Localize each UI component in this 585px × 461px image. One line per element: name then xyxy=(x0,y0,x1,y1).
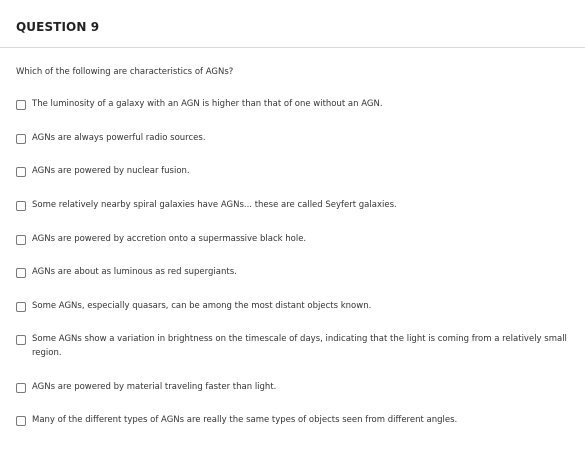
answer-option-label: AGNs are about as luminous as red supergiants. xyxy=(32,267,237,277)
question-prompt: Which of the following are characteristics of AGNs? xyxy=(16,67,234,77)
answer-option[interactable] xyxy=(16,166,576,178)
answer-option-label: AGNs are always powerful radio sources. xyxy=(32,133,206,143)
answer-option-label: Some relatively nearby spiral galaxies have AGNs... these are called Seyfert galaxies. xyxy=(32,200,397,210)
answer-option[interactable] xyxy=(16,200,576,212)
answer-option-label: Some AGNs show a variation in brightness on the timescale of days, indicating that the light is coming from a relatively small region. xyxy=(32,334,567,358)
checkbox[interactable] xyxy=(16,383,26,393)
checkbox[interactable] xyxy=(16,302,26,312)
checkbox[interactable] xyxy=(16,268,26,278)
answer-option[interactable] xyxy=(16,415,576,427)
answer-option[interactable] xyxy=(16,99,576,111)
answer-option[interactable] xyxy=(16,382,576,394)
answer-option-label: Some AGNs, especially quasars, can be among the most distant objects known. xyxy=(32,301,372,311)
answer-option[interactable] xyxy=(16,133,576,145)
checkbox[interactable] xyxy=(16,167,26,177)
checkbox[interactable] xyxy=(16,134,26,144)
question-title: QUESTION 9 xyxy=(16,20,100,34)
answer-option[interactable] xyxy=(16,301,576,313)
answer-option[interactable] xyxy=(16,267,576,279)
checkbox[interactable] xyxy=(16,201,26,211)
answer-option-label: AGNs are powered by accretion onto a supermassive black hole. xyxy=(32,234,307,244)
answer-option[interactable] xyxy=(16,334,576,360)
question-header xyxy=(0,0,585,48)
checkbox[interactable] xyxy=(16,100,26,110)
answer-option-label: Many of the different types of AGNs are really the same types of objects seen from different angles. xyxy=(32,415,458,425)
checkbox[interactable] xyxy=(16,235,26,245)
checkbox[interactable] xyxy=(16,416,26,426)
answer-option-label: AGNs are powered by material traveling faster than light. xyxy=(32,382,277,392)
answer-option-label: The luminosity of a galaxy with an AGN is higher than that of one without an AGN. xyxy=(32,99,383,109)
answer-option-label: AGNs are powered by nuclear fusion. xyxy=(32,166,190,176)
answer-option[interactable] xyxy=(16,234,576,246)
checkbox[interactable] xyxy=(16,335,26,345)
